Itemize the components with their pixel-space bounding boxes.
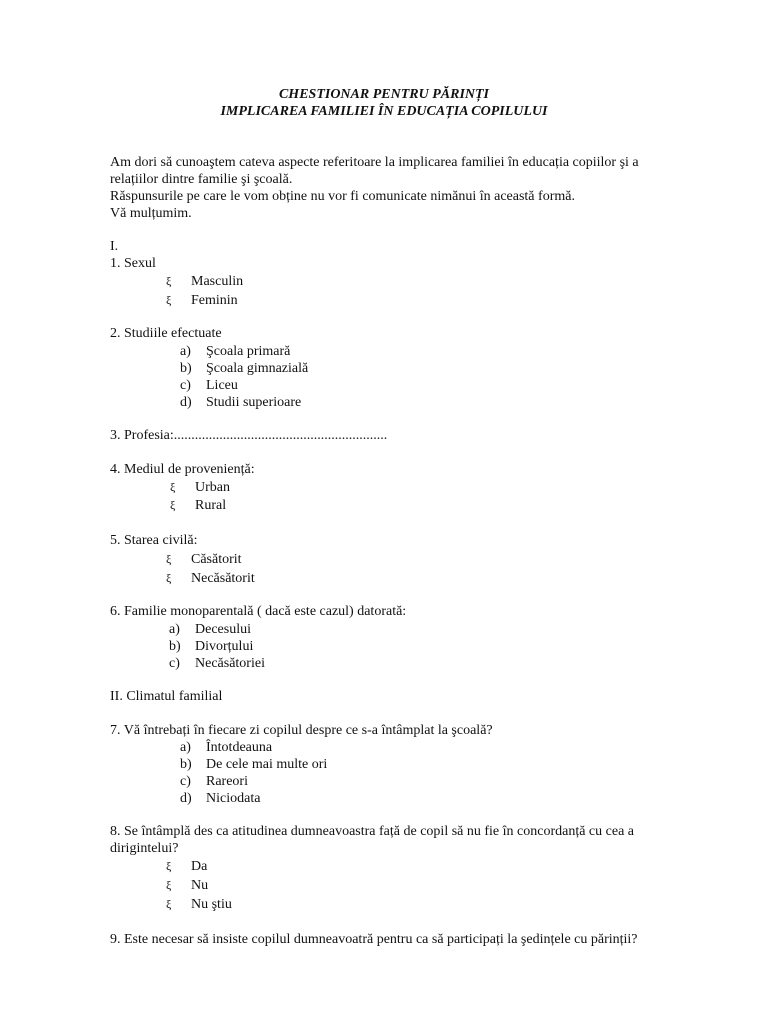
option-label: Necăsătorit [191, 571, 255, 586]
option-letter: a) [180, 344, 191, 359]
option-letter: c) [180, 774, 191, 789]
checkbox-icon[interactable]: ξ [166, 293, 172, 307]
question-6: 6. Familie monoparentală ( dacă este cazul) datorată: [110, 604, 407, 619]
question-7: 7. Vă întrebați în fiecare zi copilul despre ce s-a întâmplat la şcoală? [110, 723, 493, 738]
question-9: 9. Este necesar să insiste copilul dumneavoatră pentru ca să participați la şedințele cu părinții? [110, 932, 638, 947]
checkbox-icon[interactable]: ξ [166, 897, 172, 911]
question-3 [110, 427, 387, 444]
option-label: Liceu [206, 378, 238, 393]
option-letter: d) [180, 395, 192, 410]
option-letter: d) [180, 791, 192, 806]
question-5: 5. Starea civilă: [110, 533, 198, 548]
option-label: Decesului [195, 622, 251, 637]
question-8: 8. Se întâmplă des ca atitudinea dumneavoastra față de copil să nu fie în concordanță cu cea a [110, 824, 635, 839]
checkbox-icon[interactable]: ξ [166, 859, 172, 873]
question-3-label: 3. Profesia: [110, 428, 174, 443]
option-label: De cele mai multe ori [206, 757, 328, 772]
checkbox-icon[interactable]: ξ [166, 552, 172, 566]
section-heading: II. Climatul familial [110, 689, 223, 704]
question-4: 4. Mediul de proveniență: [110, 462, 255, 477]
option-label: Nu [191, 878, 209, 893]
checkbox-icon[interactable]: ξ [166, 274, 172, 288]
answer-blank[interactable]: ............................................................. [173, 428, 388, 443]
option-label: Rural [195, 498, 227, 513]
option-label: Şcoala primară [206, 344, 291, 359]
section-heading: I. [110, 239, 119, 254]
question-2: 2. Studiile efectuate [110, 326, 222, 341]
option-letter: c) [180, 378, 191, 393]
option-letter: b) [180, 361, 192, 376]
intro-line: Vă mulțumim. [110, 206, 192, 221]
option-label: Da [191, 859, 208, 874]
option-label: Feminin [191, 293, 238, 308]
option-label: Masculin [191, 274, 244, 289]
option-label: Întotdeauna [206, 740, 273, 755]
option-label: Niciodata [206, 791, 261, 806]
document-title: CHESTIONAR PENTRU PĂRINȚI [278, 87, 490, 102]
option-letter: a) [169, 622, 180, 637]
checkbox-icon[interactable]: ξ [166, 878, 172, 892]
option-label: Şcoala gimnazială [206, 361, 309, 376]
option-label: Studii superioare [206, 395, 302, 410]
option-label: Rareori [206, 774, 248, 789]
option-label: Urban [195, 480, 230, 495]
option-label: Nu ştiu [191, 897, 232, 912]
checkbox-icon[interactable]: ξ [170, 498, 176, 512]
option-label: Divorțului [195, 639, 254, 654]
checkbox-icon[interactable]: ξ [170, 480, 176, 494]
question-8-cont: dirigintelui? [110, 841, 179, 856]
option-label: Necăsătoriei [195, 656, 265, 671]
checkbox-icon[interactable]: ξ [166, 571, 172, 585]
option-letter: a) [180, 740, 191, 755]
document-subtitle: IMPLICAREA FAMILIEI ÎN EDUCAȚIA COPILULUI [220, 104, 548, 119]
option-letter: c) [169, 656, 180, 671]
intro-line: Răspunsurile pe care le vom obține nu vor fi comunicate nimănui în această formă. [110, 189, 575, 204]
question-1: 1. Sexul [110, 256, 156, 271]
intro-line: relațiilor dintre familie şi şcoală. [110, 172, 293, 187]
option-label: Căsătorit [191, 552, 242, 567]
intro-line: Am dori să cunoaştem cateva aspecte referitoare la implicarea familiei în educația copiilor şi a [110, 155, 639, 170]
option-letter: b) [180, 757, 192, 772]
option-letter: b) [169, 639, 181, 654]
